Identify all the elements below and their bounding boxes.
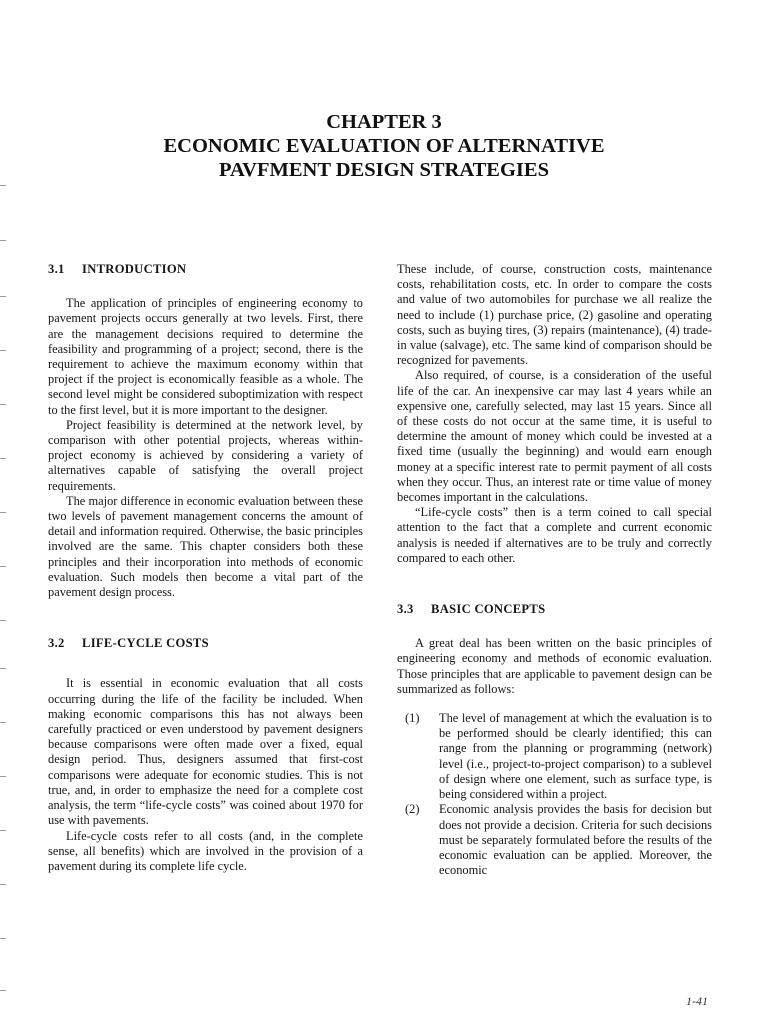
paragraph: The application of principles of engineering economy to pavement projects occurs generally at two levels. First, there are the management decisions required to determine the feasibility and programming of a project; second, there is the requirement to achieve the maximum economy within that project if the project is economically feasible as a whole. The second level might be considered suboptimization with respect to the first level, but it is more important to the designer. <box>48 296 363 417</box>
paragraph: “Life-cycle costs” then is a term coined to call special attention to the fact that a complete and current economic analysis is needed if alternatives are to be truly and correctly compared to each other. <box>397 505 712 565</box>
paragraph: It is essential in economic evaluation that all costs occurring during the life of the facility be included. When making economic comparisons this has not always been carefully practiced or even understood by pavement designers because comparisons were often made over a fixed, equal design period. Thus, designers assumed that first-cost comparisons were adequate for economic studies. This is not true, and, in order to emphasize the need for a complete cost analysis, the term “life-cycle costs” was coined about 1970 for use with pavements. <box>48 676 363 828</box>
section-heading-3-2 <box>48 636 363 651</box>
section-number: 3.1 <box>48 262 65 276</box>
list-item-text: The level of management at which the evaluation is to be performed should be clearly identified; this can range from the planning or programming (network) level (i.e., project-to-project comparison) to a sublevel of design where one element, such as surface type, is being considered within a project. <box>439 711 712 802</box>
list-marker: (1) <box>405 711 420 726</box>
list-item <box>397 711 712 802</box>
list-marker: (2) <box>405 802 420 817</box>
paragraph: A great deal has been written on the basic principles of engineering economy and methods of economic evaluation. Those principles that are applicable to pavement design can be summarized as follows: <box>397 636 712 696</box>
section-title: BASIC CONCEPTS <box>431 602 546 617</box>
section-title: LIFE-CYCLE COSTS <box>82 636 209 651</box>
right-column <box>397 262 712 878</box>
list-item <box>397 802 712 878</box>
list-item-text: Economic analysis provides the basis for decision but does not provide a decision. Criteria for such decisions must be separately formulated before the results of the economic evaluation can be applied. Moreover, the economic <box>439 802 712 878</box>
section-heading-3-3 <box>397 602 712 617</box>
section-number: 3.3 <box>397 602 414 617</box>
chapter-number: CHAPTER 3 <box>326 111 442 133</box>
section-number: 3.2 <box>48 636 65 651</box>
numbered-list <box>397 711 712 878</box>
section-title: INTRODUCTION <box>82 262 187 276</box>
left-column <box>48 262 363 874</box>
paragraph: Project feasibility is determined at the network level, by comparison with other potential projects, whereas within-project economy is achieved by considering a variety of alternatives capable of satisfying the overall project requirements. <box>48 417 363 493</box>
paragraph: These include, of course, construction costs, maintenance costs, rehabilitation costs, etc. In order to compare the costs and value of two automobiles for purchase we all realize the need to include (1) purchase price, (2) gasoline and operating costs, such as buying tires, (3) repairs (maintenance), (4) trade-in value (salvage), etc. The same kind of comparison should be recognized for pavements. <box>397 262 712 368</box>
paragraph: The major difference in economic evaluation between these two levels of pavement management concerns the amount of detail and information required. Otherwise, the basic principles involved are the same. This chapter considers both these principles and their incorporation into methods of economic evaluation. Such models then become a vital part of the pavement design process. <box>48 493 363 600</box>
paragraph: Life-cycle costs refer to all costs (and, in the complete sense, all benefits) which are involved in the provision of a pavement during its complete life cycle. <box>48 828 363 873</box>
chapter-title-line-2: PAVFMENT DESIGN STRATEGIES <box>219 159 549 181</box>
page-number: 1-41 <box>686 994 708 1008</box>
section-heading-3-1 <box>48 262 363 277</box>
chapter-title-line-1: ECONOMIC EVALUATION OF ALTERNATIVE <box>163 135 605 157</box>
paragraph: Also required, of course, is a consideration of the useful life of the car. An inexpensive car may last 4 years while an expensive one, carefully selected, may last 15 years. Since all of these costs do not occur at the same time, it is useful to determine the amount of money which could be invested at a fixed time (usually the beginning) and would earn enough money at a specific interest rate to permit payment of all costs when they occur. Thus, an interest rate or time value of money becomes important in the calculations. <box>397 368 712 505</box>
chapter-title <box>0 110 768 182</box>
